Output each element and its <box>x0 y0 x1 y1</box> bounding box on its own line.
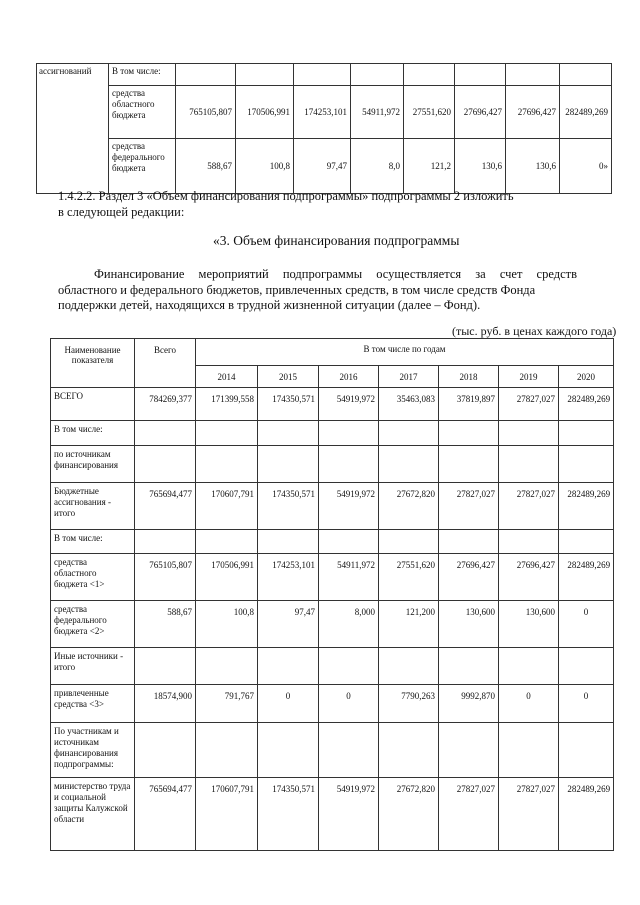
table-row <box>51 648 614 685</box>
header-year: 2014 <box>196 366 258 388</box>
table-cell <box>135 421 196 446</box>
table-cell: 27827,027 <box>499 388 559 421</box>
table-cell <box>559 648 614 685</box>
row-label: министерство труда и социальной защиты Калужской области <box>51 778 135 851</box>
table-header-row <box>51 339 614 366</box>
table-cell: 27827,027 <box>499 483 559 530</box>
table-cell: 0 <box>499 685 559 723</box>
header-year: 2016 <box>319 366 379 388</box>
table-cell: 0 <box>559 601 614 648</box>
table-cell <box>135 723 196 778</box>
table-cell: 54919,972 <box>319 778 379 851</box>
header-name: Наименование показателя <box>51 339 135 388</box>
table-row <box>37 86 612 139</box>
table-cell <box>499 446 559 483</box>
table-cell: 37819,897 <box>439 388 499 421</box>
table-cell: 97,47 <box>294 139 351 194</box>
table-cell <box>196 421 258 446</box>
table-cell: 170607,791 <box>196 483 258 530</box>
table-cell: средства федерального бюджета <box>109 139 176 194</box>
table-cell <box>439 421 499 446</box>
row-label: В том числе: <box>51 421 135 446</box>
table-cell <box>258 723 319 778</box>
table-cell: 765105,807 <box>135 554 196 601</box>
table-cell: 97,47 <box>258 601 319 648</box>
table-cell: 27696,427 <box>506 86 560 139</box>
table-cell: 54911,972 <box>351 86 404 139</box>
table-cell: 765694,477 <box>135 778 196 851</box>
table-cell <box>379 530 439 554</box>
header-year: 2017 <box>379 366 439 388</box>
table-cell: ассигнований <box>37 64 109 194</box>
table-cell <box>379 648 439 685</box>
header-year: 2019 <box>499 366 559 388</box>
table-cell: средства областного бюджета <box>109 86 176 139</box>
table-cell: 174253,101 <box>294 86 351 139</box>
table-cell <box>379 421 439 446</box>
table-cell: 791,767 <box>196 685 258 723</box>
table-row <box>37 139 612 194</box>
table-cell: 130,600 <box>499 601 559 648</box>
table-cell: 27827,027 <box>439 483 499 530</box>
table-cell: 54911,972 <box>319 554 379 601</box>
table-cell <box>319 446 379 483</box>
table-row <box>51 723 614 778</box>
table-cell: 27551,620 <box>404 86 455 139</box>
table-cell: 54919,972 <box>319 483 379 530</box>
table-cell: 7790,263 <box>379 685 439 723</box>
table-cell <box>258 421 319 446</box>
table-cell <box>319 421 379 446</box>
body-paragraph-line2: областного и федерального бюджетов, привлеченных средств, в том числе средств Фонда <box>58 283 536 297</box>
table-cell <box>439 723 499 778</box>
table-cell: 282489,269 <box>559 483 614 530</box>
table-cell: 27696,427 <box>455 86 506 139</box>
table-cell: 174350,571 <box>258 778 319 851</box>
table-cell: 174350,571 <box>258 483 319 530</box>
table-cell: 130,6 <box>506 139 560 194</box>
table-cell: 0 <box>319 685 379 723</box>
table-cell <box>135 648 196 685</box>
table-cell <box>499 723 559 778</box>
table-cell <box>379 446 439 483</box>
table-cell <box>258 530 319 554</box>
table-cell: 170506,991 <box>196 554 258 601</box>
table-cell <box>135 446 196 483</box>
table-cell <box>439 530 499 554</box>
table-row <box>51 685 614 723</box>
table-cell: 170607,791 <box>196 778 258 851</box>
body-paragraph-line1: Финансирование мероприятий подпрограммы осуществляется за счет средств <box>94 267 577 281</box>
table-cell: 27827,027 <box>499 778 559 851</box>
amendment-paragraph-cont: в следующей редакции: <box>58 205 185 219</box>
table-cell <box>258 648 319 685</box>
table-cell <box>196 530 258 554</box>
table-cell: 174350,571 <box>258 388 319 421</box>
table-cell <box>439 648 499 685</box>
table-cell <box>499 648 559 685</box>
table-cell: 100,8 <box>196 601 258 648</box>
table-cell: 130,600 <box>439 601 499 648</box>
table-cell: 35463,083 <box>379 388 439 421</box>
table-cell <box>499 530 559 554</box>
table-cell: 765694,477 <box>135 483 196 530</box>
row-label: По участникам и источникам финансирования подпрограммы: <box>51 723 135 778</box>
table-cell <box>196 648 258 685</box>
table-cell: 0» <box>560 139 612 194</box>
table-cell: 27551,620 <box>379 554 439 601</box>
row-label: В том числе: <box>51 530 135 554</box>
table-cell: 174253,101 <box>258 554 319 601</box>
table-cell: 130,6 <box>455 139 506 194</box>
financing-table <box>50 338 614 851</box>
table-cell: 282489,269 <box>559 554 614 601</box>
table-row <box>51 778 614 851</box>
table-cell: 765105,807 <box>176 86 236 139</box>
row-label: привлеченные средства <3> <box>51 685 135 723</box>
body-paragraph-line3: поддержки детей, находящихся в трудной жизненной ситуации (далее – Фонд). <box>58 298 481 312</box>
table-cell: 27672,820 <box>379 483 439 530</box>
table-cell: 100,8 <box>236 139 294 194</box>
table-cell <box>559 446 614 483</box>
table-cell <box>559 421 614 446</box>
table-cell <box>196 723 258 778</box>
table-cell <box>559 530 614 554</box>
table-cell: 27827,027 <box>439 778 499 851</box>
table-cell: 27696,427 <box>439 554 499 601</box>
table-cell: 588,67 <box>176 139 236 194</box>
section-heading: «3. Объем финансирования подпрограммы <box>213 233 460 248</box>
table-cell: 588,67 <box>135 601 196 648</box>
table-cell: 0 <box>559 685 614 723</box>
table-cell: 0 <box>258 685 319 723</box>
table-cell <box>196 446 258 483</box>
table-cell: 27696,427 <box>499 554 559 601</box>
table-cell: 282489,269 <box>560 86 612 139</box>
table-row <box>51 601 614 648</box>
header-by-years: В том числе по годам <box>196 339 614 366</box>
table-row <box>51 446 614 483</box>
table-cell: 121,200 <box>379 601 439 648</box>
table-row <box>37 64 612 86</box>
table-cell <box>319 648 379 685</box>
table-row <box>51 483 614 530</box>
row-label: по источникам финансирования <box>51 446 135 483</box>
amendment-paragraph: 1.4.2.2. Раздел 3 «Объем финансирования подпрограммы» подпрограммы 2 изложить <box>58 189 514 203</box>
table-cell <box>135 530 196 554</box>
table-row <box>51 554 614 601</box>
header-total: Всего <box>135 339 196 388</box>
header-year: 2020 <box>559 366 614 388</box>
continued-financing-table <box>36 63 612 194</box>
table-row <box>51 388 614 421</box>
table-cell <box>319 530 379 554</box>
units-note: (тыс. руб. в ценах каждого года) <box>452 324 617 338</box>
row-label: ВСЕГО <box>51 388 135 421</box>
row-label: Иные источники - итого <box>51 648 135 685</box>
row-label: средства федерального бюджета <2> <box>51 601 135 648</box>
table-cell: В том числе: <box>109 64 176 86</box>
table-cell <box>379 723 439 778</box>
header-year: 2015 <box>258 366 319 388</box>
table-cell: 9992,870 <box>439 685 499 723</box>
table-row <box>51 530 614 554</box>
row-label: средства областного бюджета <1> <box>51 554 135 601</box>
table-cell <box>559 723 614 778</box>
table-cell: 18574,900 <box>135 685 196 723</box>
table-cell <box>499 421 559 446</box>
table-cell: 27672,820 <box>379 778 439 851</box>
table-cell: 171399,558 <box>196 388 258 421</box>
table-row <box>51 421 614 446</box>
table-cell <box>439 446 499 483</box>
header-year: 2018 <box>439 366 499 388</box>
table-cell: 170506,991 <box>236 86 294 139</box>
table-cell: 8,000 <box>319 601 379 648</box>
row-label: Бюджетные ассигнования - итого <box>51 483 135 530</box>
table-cell: 784269,377 <box>135 388 196 421</box>
table-cell: 121,2 <box>404 139 455 194</box>
table-cell: 8,0 <box>351 139 404 194</box>
table-cell: 282489,269 <box>559 388 614 421</box>
table-cell <box>258 446 319 483</box>
table-cell: 282489,269 <box>559 778 614 851</box>
table-cell <box>319 723 379 778</box>
table-cell: 54919,972 <box>319 388 379 421</box>
